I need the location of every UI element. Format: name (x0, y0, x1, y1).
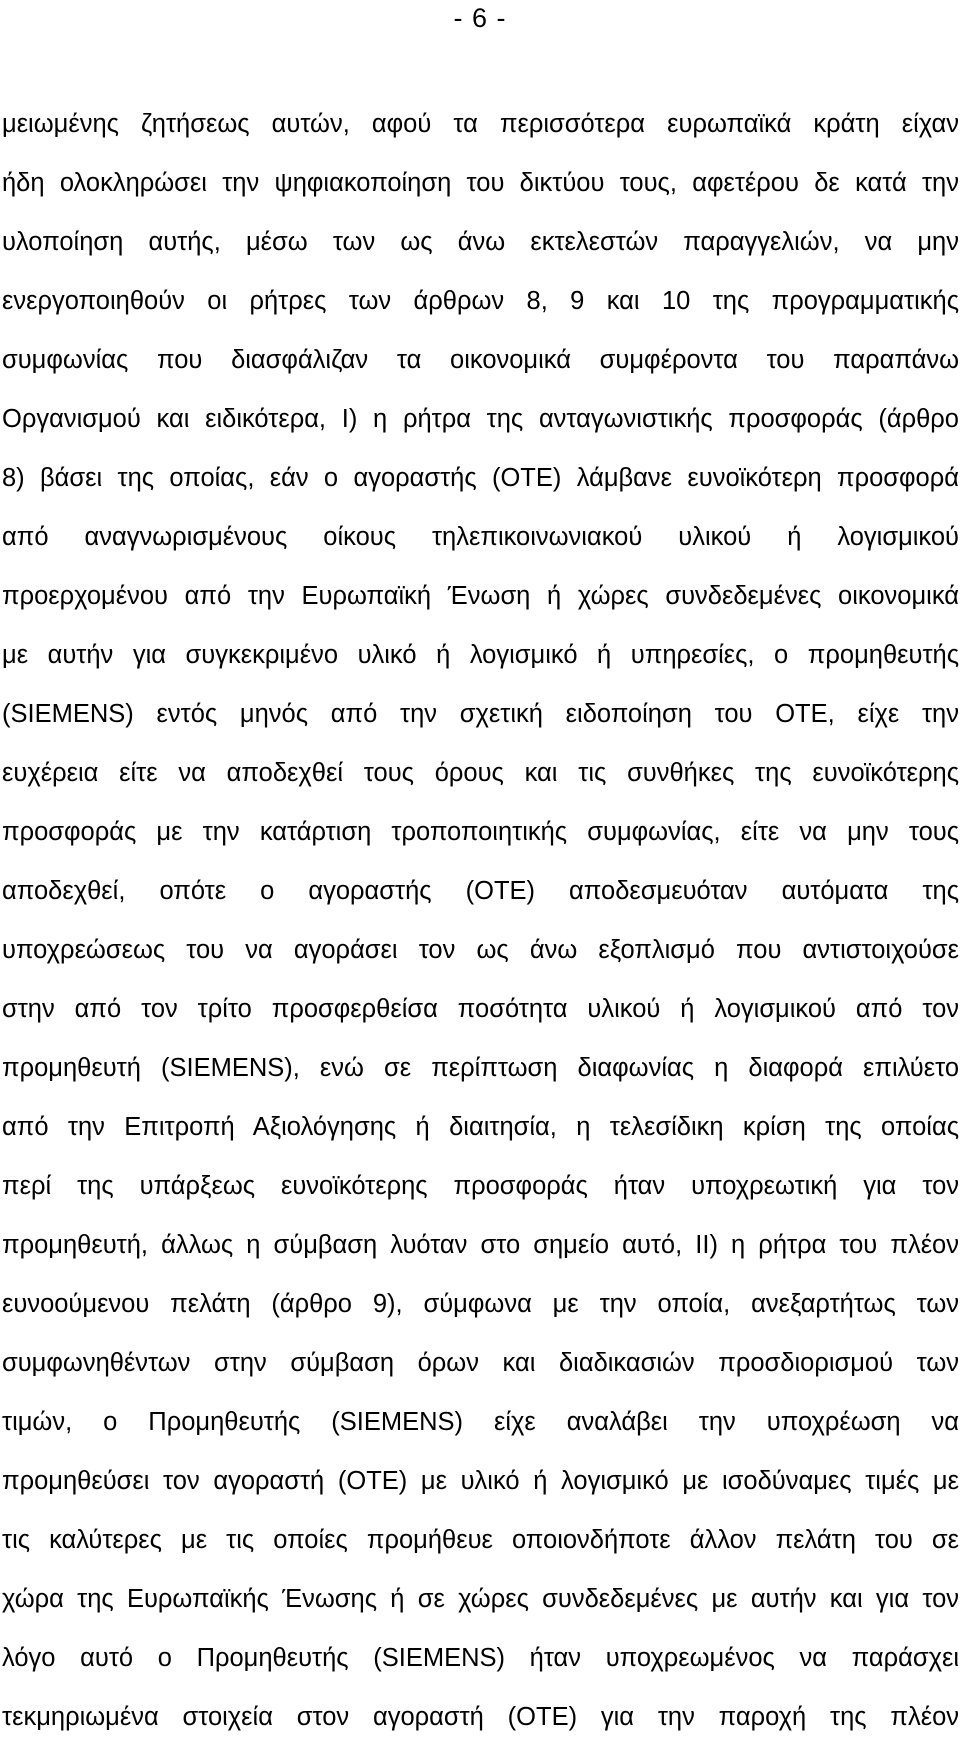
text-line: 8) βάσει της οποίας, εάν ο αγοραστής (ΟΤΕ) λάμβανε ευνοϊκότερη προσφορά (2, 464, 959, 492)
text-line: ήδη ολοκληρώσει την ψηφιακοποίηση του δικτύου τους, αφετέρου δε κατά την (2, 169, 959, 197)
text-line: αποδεχθεί, οπότε ο αγοραστής (ΟΤΕ) αποδεσμευόταν αυτόματα της (2, 877, 959, 905)
text-line: τιμών, ο Προμηθευτής (SIEMENS) είχε αναλάβει την υποχρέωση να (2, 1408, 959, 1436)
text-line: προμηθευτή, άλλως η σύμβαση λυόταν στο σημείο αυτό, ΙΙ) η ρήτρα του πλέον (2, 1231, 959, 1259)
text-line: υλοποίηση αυτής, μέσω των ως άνω εκτελεστών παραγγελιών, να μην (2, 228, 959, 256)
text-line: Οργανισμού και ειδικότερα, Ι) η ρήτρα της ανταγωνιστικής προσφοράς (άρθρο (2, 405, 959, 433)
body-paragraph (2, 106, 959, 1758)
text-line: προμηθευτή (SIEMENS), ενώ σε περίπτωση διαφωνίας η διαφορά επιλύετο (2, 1054, 959, 1082)
text-line: τις καλύτερες με τις οποίες προμήθευε οποιονδήποτε άλλον πελάτη του σε (2, 1526, 959, 1554)
text-line: συμφωνηθέντων στην σύμβαση όρων και διαδικασιών προσδιορισμού των (2, 1349, 959, 1377)
text-line: μειωμένης ζητήσεως αυτών, αφού τα περισσότερα ευρωπαϊκά κράτη είχαν (2, 110, 959, 138)
text-line: προμηθεύσει τον αγοραστή (ΟΤΕ) με υλικό ή λογισμικό με ισοδύναμες τιμές με (2, 1467, 959, 1495)
text-line: από αναγνωρισμένους οίκους τηλεπικοινωνιακού υλικού ή λογισμικού (2, 523, 959, 551)
text-line: ενεργοποιηθούν οι ρήτρες των άρθρων 8, 9 και 10 της προγραμματικής (2, 287, 959, 315)
text-line: από την Επιτροπή Αξιολόγησης ή διαιτησία, η τελεσίδικη κρίση της οποίας (2, 1113, 959, 1141)
text-line: ευνοούμενου πελάτη (άρθρο 9), σύμφωνα με την οποία, ανεξαρτήτως των (2, 1290, 959, 1318)
text-line: χώρα της Ευρωπαϊκής Ένωσης ή σε χώρες συνδεδεμένες με αυτήν και για τον (2, 1585, 959, 1613)
text-line: υποχρεώσεως του να αγοράσει τον ως άνω εξοπλισμό που αντιστοιχούσε (2, 936, 959, 964)
text-line: συμφωνίας που διασφάλιζαν τα οικονομικά συμφέροντα του παραπάνω (2, 346, 959, 374)
text-line: περί της υπάρξεως ευνοϊκότερης προσφοράς ήταν υποχρεωτική για τον (2, 1172, 959, 1200)
text-line: λόγο αυτό ο Προμηθευτής (SIEMENS) ήταν υποχρεωμένος να παράσχει (2, 1644, 959, 1672)
text-line: με αυτήν για συγκεκριμένο υλικό ή λογισμικό ή υπηρεσίες, ο προμηθευτής (2, 641, 959, 669)
text-line: τεκμηριωμένα στοιχεία στον αγοραστή (ΟΤΕ) για την παροχή της πλέον (2, 1703, 959, 1731)
text-line: (SIEMENS) εντός μηνός από την σχετική ειδοποίηση του ΟΤΕ, είχε την (2, 700, 959, 728)
text-line: προσφοράς με την κατάρτιση τροποποιητικής συμφωνίας, είτε να μην τους (2, 818, 959, 846)
text-line: προερχομένου από την Ευρωπαϊκή Ένωση ή χώρες συνδεδεμένες οικονομικά (2, 582, 959, 610)
text-line: στην από τον τρίτο προσφερθείσα ποσότητα υλικού ή λογισμικού από τον (2, 995, 959, 1023)
page-number: - 6 - (453, 3, 507, 33)
text-line: ευχέρεια είτε να αποδεχθεί τους όρους και τις συνθήκες της ευνοϊκότερης (2, 759, 959, 787)
